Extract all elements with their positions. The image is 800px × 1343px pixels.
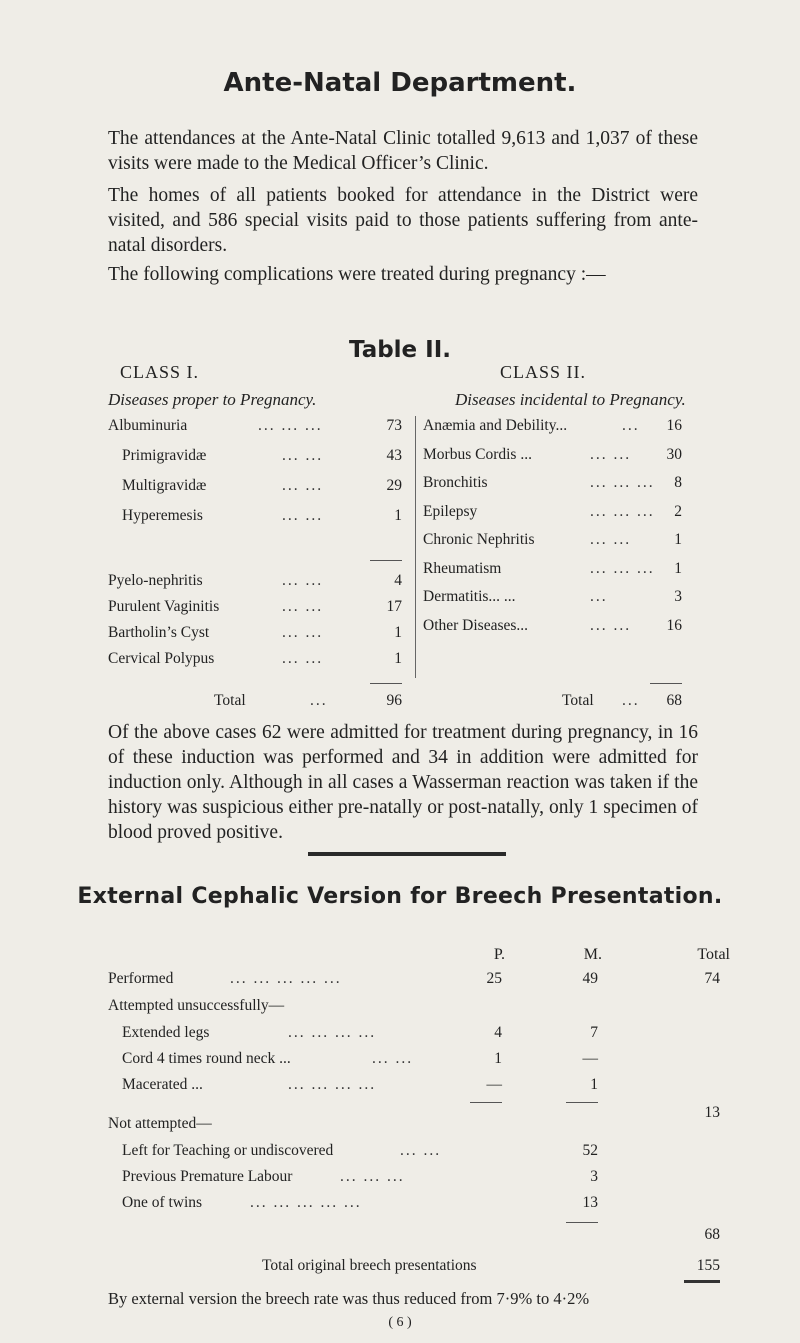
ecv-performed-total: 74 <box>704 970 720 987</box>
ecv-attempted-row-label: Cord 4 times round neck ... <box>122 1050 291 1067</box>
ecv-attempted-row-p: 1 <box>494 1050 502 1067</box>
class2-row-dots: ... ... <box>590 616 632 634</box>
class1-row-value: 29 <box>386 477 402 494</box>
class2-row-value: 3 <box>674 588 682 605</box>
ecv-header-total: Total <box>697 946 730 963</box>
ecv-not-attempted-row-dots: ... ... ... ... ... <box>250 1194 362 1211</box>
ecv-attempted-total-value: 13 <box>704 1104 720 1121</box>
class1-row-value: 1 <box>394 624 402 641</box>
class1-subtotal-rule <box>370 560 402 561</box>
class1-row-value: 17 <box>386 598 402 615</box>
class1-row-dots: ... ... ... <box>258 417 323 434</box>
class1-row-dots: ... ... <box>282 624 324 641</box>
ecv-not-attempted-rule <box>566 1222 598 1223</box>
ecv-not-attempted-heading <box>108 1115 212 1133</box>
class1-title: CLASS I. <box>120 362 200 382</box>
class2-row-label: Rheumatism <box>423 559 502 577</box>
class2-row-label: Chronic Nephritis <box>423 531 535 548</box>
class1-row-dots: ... ... <box>282 598 324 615</box>
ecv-attempted-row-p: — <box>486 1076 502 1093</box>
paragraph-admissions: Of the above cases 62 were admitted for treatment during pregnancy, in 16 of these induction was performed and 34 in addition were admitted for induction only. Although in all cases a Wasserman reaction was taken if the history was suspicious either pre-natally or post-natally, only 1 specimen of blood proved positive. <box>108 722 698 843</box>
class2-row-value: 1 <box>674 531 682 548</box>
class2-row-label: Other Diseases... <box>423 616 529 634</box>
ecv-not-attempted-total-value: 68 <box>704 1226 720 1243</box>
class2-row-value: 1 <box>674 559 682 577</box>
class2-subtitle: Diseases incidental to Pregnancy. <box>455 390 686 409</box>
ecv-attempted-row-m: 1 <box>590 1076 598 1093</box>
class2-total-label: Total <box>562 692 594 709</box>
class2-row-dots: ... <box>622 417 640 434</box>
page-number: ( 6 ) <box>388 1315 412 1330</box>
class2-row-dots: ... ... <box>590 445 632 463</box>
ecv-attempted-row-p: 4 <box>494 1024 502 1041</box>
ecv-performed-m: 49 <box>582 970 598 987</box>
class2-row-label: Anæmia and Debility... <box>423 417 568 434</box>
class2-row-label: Bronchitis <box>423 474 488 491</box>
class2-row-label: Dermatitis... ... <box>423 588 516 605</box>
ecv-attempted-row-label: Extended legs <box>122 1024 210 1041</box>
ecv-not-attempted-row-m: 3 <box>590 1168 598 1185</box>
ecv-attempted-rule-m <box>566 1102 598 1103</box>
ecv-header-m: M. <box>583 946 602 963</box>
class1-total-label: Total <box>214 692 246 709</box>
ecv-not-attempted-row-label: One of twins <box>122 1194 203 1211</box>
ecv-attempted-row-m: 7 <box>590 1024 598 1041</box>
ecv-attempted-heading <box>108 997 284 1015</box>
ecv-grand-total-label: Total original breech presentations <box>262 1257 477 1274</box>
class2-row-value: 16 <box>666 417 682 434</box>
page-heading: Ante-Natal Department. <box>223 68 577 98</box>
class2-row-value: 30 <box>666 445 682 463</box>
class1-row-label: Pyelo-nephritis <box>108 572 203 589</box>
ecv-not-attempted-row-dots: ... ... <box>400 1142 442 1159</box>
ecv-header-p: P. <box>493 946 505 963</box>
class1-total-rule <box>370 683 402 684</box>
table-column-divider <box>415 416 416 678</box>
class2-row-value: 2 <box>674 502 682 520</box>
class2-total-value: 68 <box>666 692 682 709</box>
ecv-attempted-label: Attempted unsuccessfully— <box>108 997 285 1014</box>
class2-row-label: Morbus Cordis ... <box>423 445 532 463</box>
paragraph-attendances: The attendances at the Ante-Natal Clinic totalled 9,613 and 1,037 of these visits were made to the Medical Officer’s Clinic. <box>108 128 698 174</box>
class2-row-dots: ... ... ... <box>590 502 655 520</box>
class1-row-dots: ... ... <box>282 572 324 589</box>
ecv-grand-total-value: 155 <box>696 1257 720 1274</box>
class1-row-label: Purulent Vaginitis <box>108 598 220 615</box>
ecv-grand-total-underline <box>684 1280 720 1283</box>
class2-row-value: 16 <box>666 616 682 634</box>
ecv-performed-p: 25 <box>486 970 502 987</box>
ecv-attempted-row-dots: ... ... ... ... <box>288 1024 377 1041</box>
class1-row-dots: ... ... <box>282 447 324 464</box>
class1-row-label: Primigravidæ <box>122 447 207 464</box>
class1-row-value: 43 <box>386 447 402 464</box>
class1-subtitle: Diseases proper to Pregnancy. <box>108 390 317 409</box>
ecv-performed-label: Performed <box>108 970 174 987</box>
ecv-attempted-row-label: Macerated ... <box>122 1076 203 1093</box>
class1-total-dots: ... <box>310 692 328 709</box>
ecv-not-attempted-label: Not attempted— <box>108 1115 212 1132</box>
class2-title: CLASS II. <box>500 362 587 382</box>
class1-row-value: 73 <box>386 417 402 434</box>
ecv-not-attempted-row-m: 13 <box>582 1194 598 1211</box>
paragraph-complications-intro: The following complications were treated during pregnancy :— <box>108 264 606 285</box>
ecv-not-attempted-row-dots: ... ... ... <box>340 1168 405 1185</box>
paragraph-home-visits: The homes of all patients booked for attendance in the District were visited, and 586 special visits paid to those patients suffering from ante-natal disorders. <box>108 185 698 256</box>
table-title: Table II. <box>348 337 452 363</box>
class1-row-dots: ... ... <box>282 507 324 524</box>
ecv-not-attempted-row-m: 52 <box>582 1142 598 1159</box>
class1-row-value: 4 <box>394 572 402 589</box>
class2-row-label: Epilepsy <box>423 502 478 520</box>
class2-row-dots: ... ... <box>590 531 632 548</box>
class2-row-dots: ... ... ... <box>590 559 655 577</box>
class1-row-label: Cervical Polypus <box>108 650 215 667</box>
class2-row-value: 8 <box>674 474 682 491</box>
ecv-attempted-rule-p <box>470 1102 502 1103</box>
ecv-performed-dots: ... ... ... ... ... <box>230 970 342 987</box>
class1-row-label: Albuminuria <box>108 417 188 434</box>
class1-row-label: Multigravidæ <box>122 477 207 494</box>
class1-row-label: Bartholin’s Cyst <box>108 624 210 641</box>
class2-total-rule <box>650 683 682 684</box>
class2-total-dots: ... <box>622 692 640 709</box>
ecv-attempted-row-m: — <box>582 1050 598 1067</box>
class1-row-dots: ... ... <box>282 477 324 494</box>
class2-row-dots: ... <box>590 588 608 605</box>
class1-row-value: 1 <box>394 650 402 667</box>
ecv-not-attempted-row-label: Previous Premature Labour <box>122 1168 293 1185</box>
ecv-attempted-row-dots: ... ... <box>372 1050 414 1067</box>
ecv-attempted-row-dots: ... ... ... ... <box>288 1076 377 1093</box>
class1-row-dots: ... ... <box>282 650 324 667</box>
class1-row-label: Hyperemesis <box>122 507 203 524</box>
class1-total-value: 96 <box>386 692 402 709</box>
class1-row-value: 1 <box>394 507 402 524</box>
ecv-title: External Cephalic Version for Breech Presentation. <box>77 884 723 909</box>
class2-row-dots: ... ... ... <box>590 474 655 491</box>
section-divider <box>308 852 506 856</box>
ecv-footer: By external version the breech rate was thus reduced from 7·9% to 4·2% <box>108 1289 590 1308</box>
ecv-not-attempted-row-label: Left for Teaching or undiscovered <box>122 1142 334 1159</box>
